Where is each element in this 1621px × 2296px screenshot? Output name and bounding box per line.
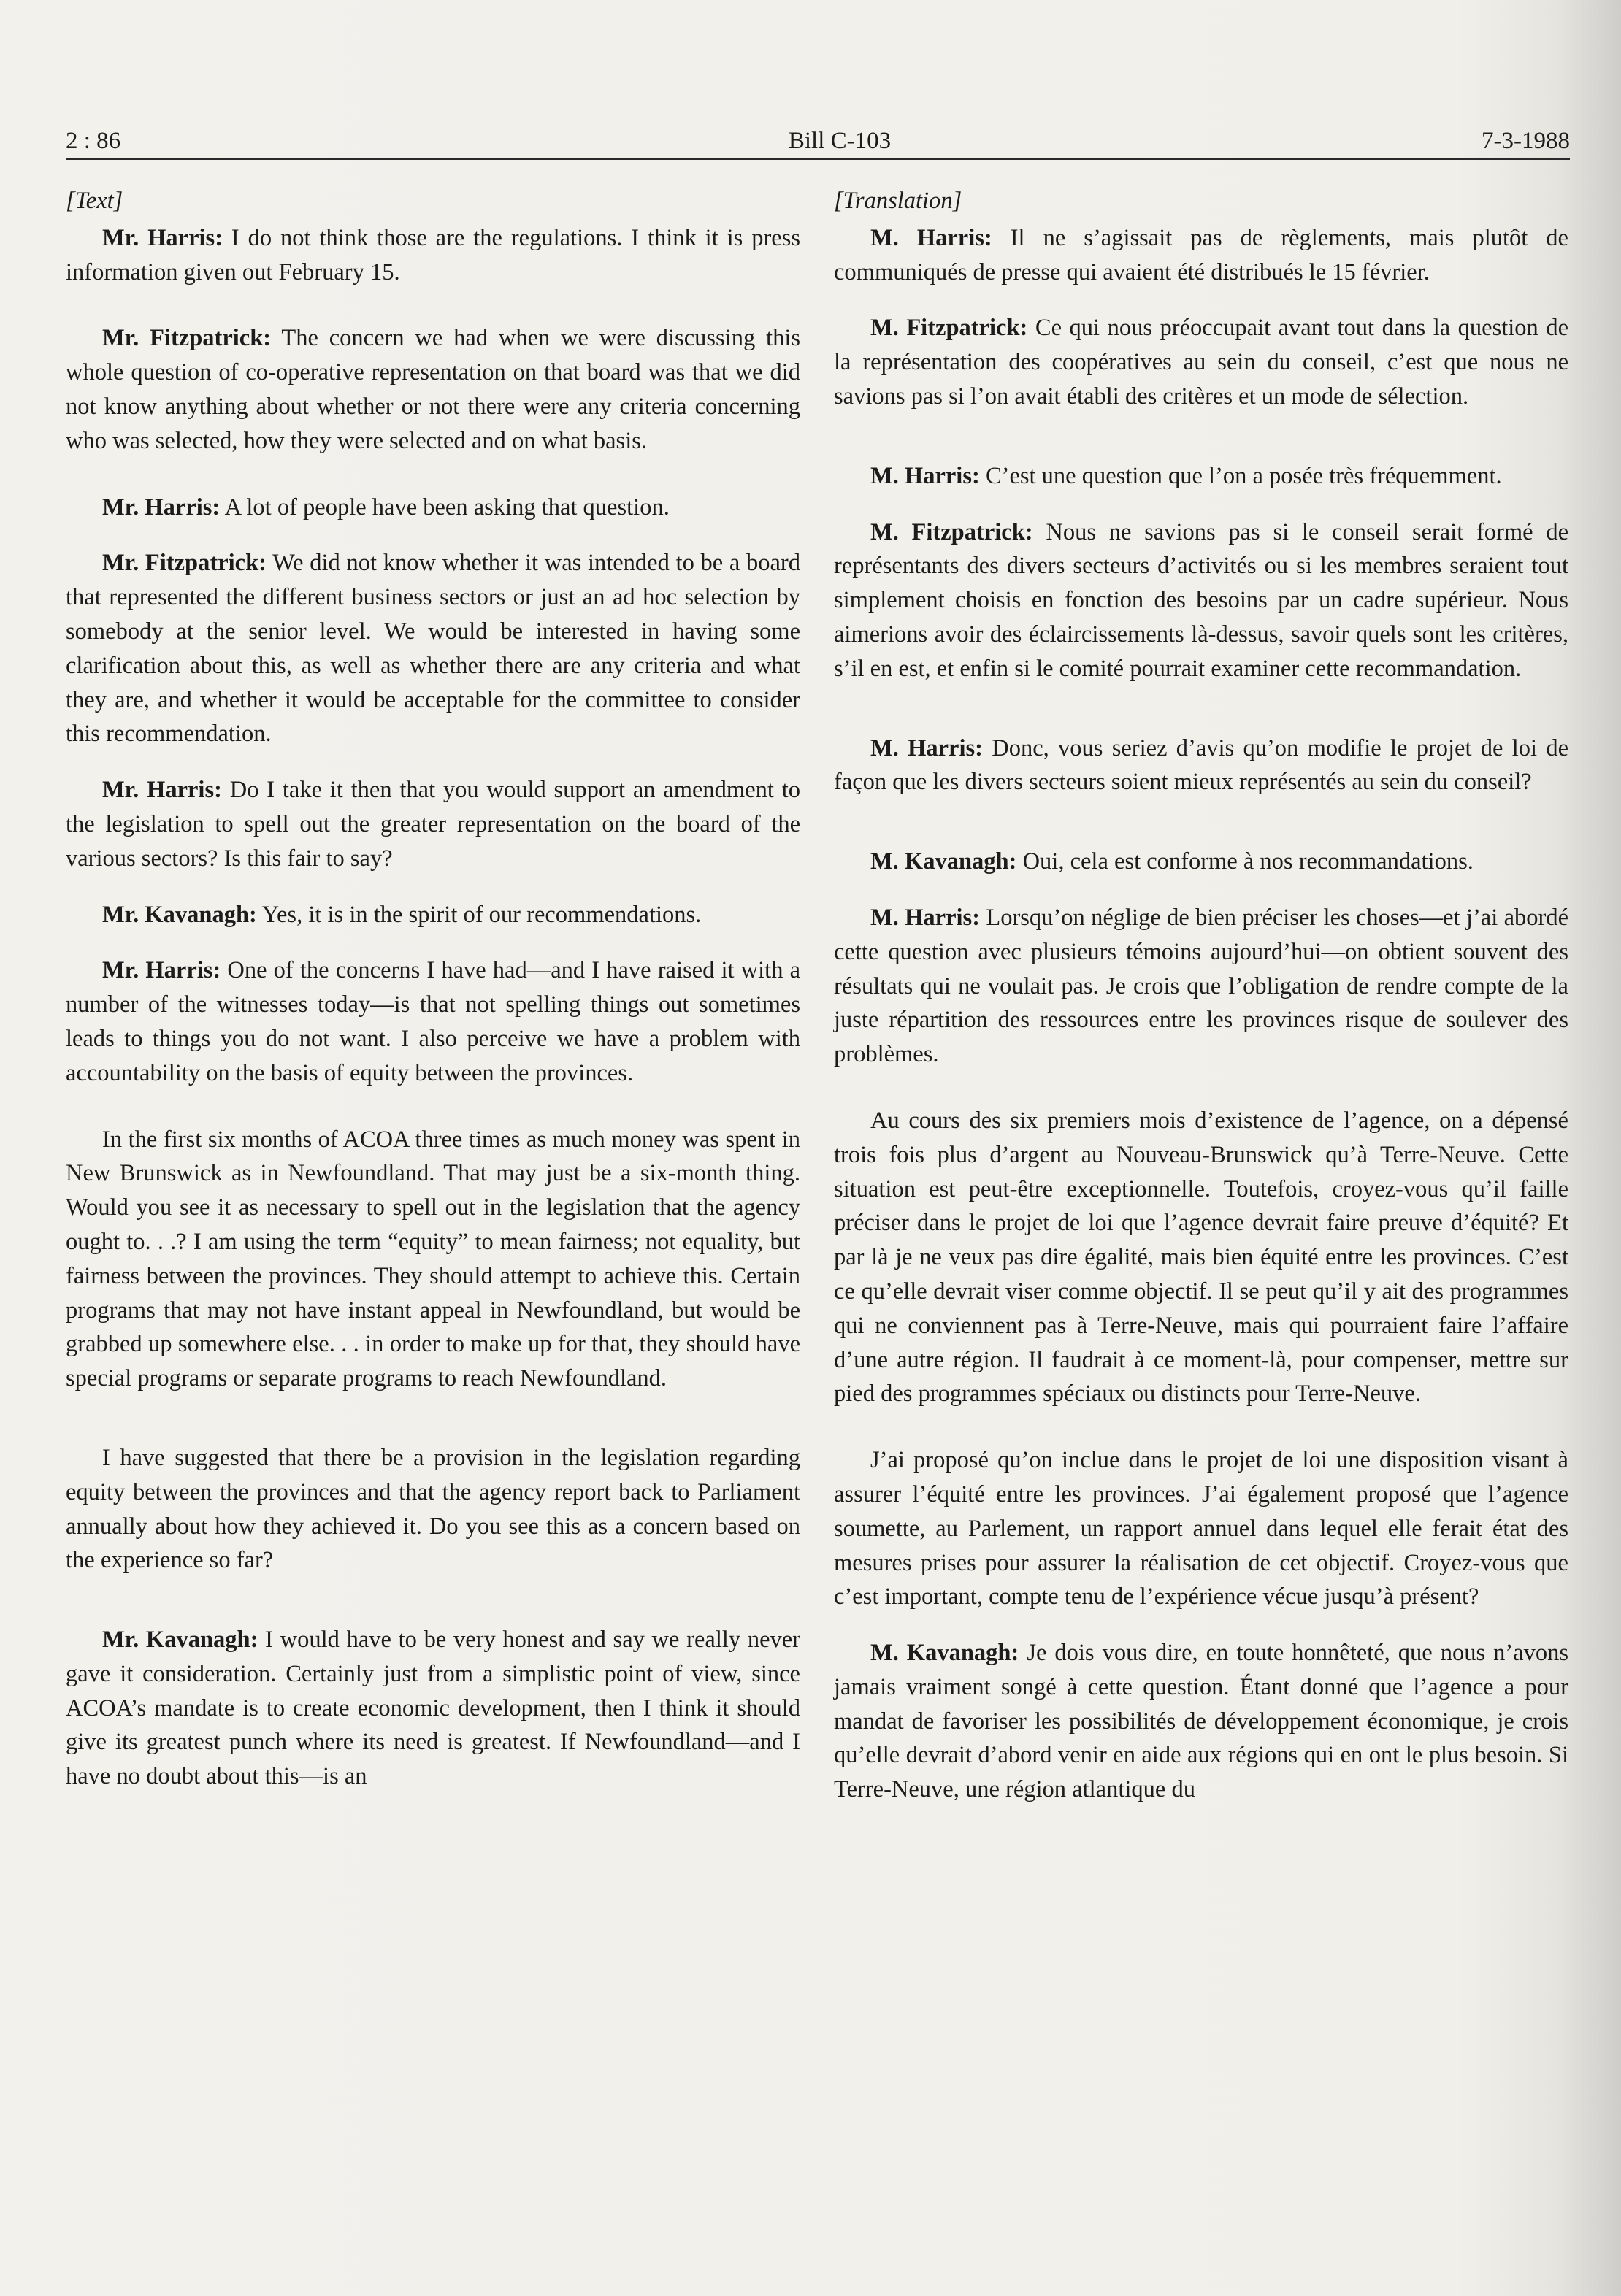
french-paragraph-7 — [834, 901, 1568, 1072]
paragraph-text: I would have to be very honest and say we really never gave it consideration. Certainly just from a simplistic point of view, since ACOA’s mandate is to create economic development, then I think it should give its greatest punch where its need is greatest. If Newfoundland—and I have no doubt about this—is an — [66, 1627, 800, 1790]
paragraph-text: Lorsqu’on néglige de bien préciser les choses—et j’ai abordé cette question avec plusieurs témoins aujourd’hui—on obtient souvent des résultats qui ne voulait pas. Je crois que l’obligation de rendre compte de la juste répartition des ressources entre les provinces risque de soulever des problèmes. — [834, 904, 1568, 1068]
paragraph-text: Yes, it is in the spirit of our recommendations. — [256, 901, 702, 928]
paragraph-text: Oui, cela est conforme à nos recommandations. — [1016, 848, 1474, 875]
speaker-name: Mr. Harris: — [102, 494, 221, 521]
english-paragraph-7 — [66, 953, 800, 1090]
speaker-name: M. Fitzpatrick: — [870, 518, 1033, 545]
speaker-name: M. Fitzpatrick: — [870, 315, 1028, 342]
paragraph-text: Donc, vous seriez d’avis qu’on modifie le projet de loi de façon que les divers secteurs soient mieux représentés au sein du conseil? — [834, 734, 1568, 796]
paragraph-text: The concern we had when we were discussing this whole question of co-operative representation on that board was that we did not know anything about whether or not there were any criteria concerning who was selected, how they were selected and on what basis. — [66, 325, 800, 454]
french-paragraph-10 — [834, 1636, 1568, 1807]
speaker-name: Mr. Kavanagh: — [102, 1627, 258, 1654]
speaker-name: Mr. Kavanagh: — [102, 901, 257, 928]
english-paragraph-6 — [66, 898, 800, 932]
french-paragraph-6 — [834, 845, 1568, 879]
paragraph-text: Au cours des six premiers mois d’existence de l’agence, on a dépensé trois fois plus d’argent au Nouveau-Brunswick qu’à Terre-Neuve. Cette situation est peut-être exceptionnelle. Toutefois, croyez-vous qu’il faille préciser dans le projet de loi que l’agence devrait faire preuve d’équité? Et par là je ne veux pas dire égalité, mais bien équité entre les provinces. C’est ce qu’elle devrait viser comme objectif. Il se peut qu’il y ait des programmes qui ne conviennent pas à Terre-Neuve, mais qui pourraient faire l’affaire d’une autre région. Il faudrait à ce moment-là, pour compenser, mettre sur pied des programmes spéciaux ou distincts pour Terre-Neuve. — [834, 1107, 1568, 1408]
english-paragraph-3 — [66, 491, 800, 525]
page-date: 7-3-1988 — [1482, 128, 1570, 154]
speaker-name: Mr. Harris: — [102, 957, 221, 984]
paragraph-text: Je dois vous dire, en toute honnêteté, que nous n’avons jamais vraiment songé à cette question. Étant donné que l’agence a pour mandat de favoriser les possibilités de développement économique, je crois qu’elle devrait d’abord venir en aide aux régions qui en ont le plus besoin. Si Terre-Neuve, une région atlantique du — [834, 1640, 1568, 1803]
english-paragraph-1 — [66, 221, 800, 290]
header-rule — [66, 158, 1570, 160]
french-paragraph-3 — [834, 459, 1568, 494]
french-paragraph-5 — [834, 732, 1568, 800]
paragraph-text: We did not know whether it was intended to be a board that represented the different business sectors or just an ad hoc selection by somebody at the senior level. We would be interested in having some clarification about this, as well as whether there are any criteria and what they are, and whether it would be acceptable for the committee to consider this recommendation. — [66, 550, 800, 748]
speaker-name: M. Harris: — [870, 224, 992, 251]
paragraph-text: I have suggested that there be a provision in the legislation regarding equity between the provinces and that the agency report back to Parliament annually about how they achieved it. Do you see this as a concern based on the experience so far? — [66, 1444, 800, 1574]
speaker-name: M. Harris: — [870, 734, 983, 761]
speaker-name: Mr. Harris: — [102, 224, 223, 251]
french-column — [834, 184, 1568, 1807]
paragraph-text: In the first six months of ACOA three times as much money was spent in New Brunswick as in Newfoundland. That may just be a six-month thing. Would you see it as necessary to spell out in the legislation that the agency ought to. . .? I am using the term “equity” to mean fairness; not equality, but fairness between the provinces. They should attempt to achieve this. Certain programs that may not have instant appeal in Newfoundland, but would be grabbed up somewhere else. . . in order to make up for that, they should have special programs or separate programs to reach Newfoundland. — [66, 1126, 800, 1392]
english-paragraph-2 — [66, 321, 800, 458]
french-label: [Translation] — [834, 188, 962, 214]
paragraph-text: A lot of people have been asking that question. — [220, 494, 670, 521]
speaker-name: Mr. Fitzpatrick: — [102, 325, 272, 352]
english-paragraph-10 — [66, 1623, 800, 1794]
french-paragraph-9 — [834, 1443, 1568, 1614]
english-paragraph-5 — [66, 773, 800, 875]
paragraph-text: C’est une question que l’on a posée très fréquemment. — [979, 462, 1502, 489]
page-header — [66, 123, 1570, 159]
page-number: 2 : 86 — [66, 128, 121, 154]
french-paragraph-8 — [834, 1104, 1568, 1411]
french-paragraph-1 — [834, 221, 1568, 290]
speaker-name: M. Harris: — [870, 462, 980, 489]
paragraph-text: Il ne s’agissait pas de règlements, mais plutôt de communiqués de presse qui avaient été distribués le 15 février. — [834, 224, 1568, 285]
english-paragraph-9 — [66, 1441, 800, 1578]
french-paragraph-2 — [834, 311, 1568, 413]
english-paragraph-8 — [66, 1123, 800, 1396]
paragraph-text: J’ai proposé qu’on inclue dans le projet de loi une disposition visant à assurer l’équité entre les provinces. J’ai également proposé que l’agence soumette, au Parlement, un rapport annuel dans lequel elle ferait état des mesures prises pour assurer la réalisation de cet objectif. Croyez-vous que c’est important, compte tenu de l’expérience vécue jusqu’à présent? — [834, 1447, 1568, 1610]
english-paragraph-4 — [66, 546, 800, 751]
paragraph-text: Ce qui nous préoccupait avant tout dans la question de la représentation des coopératives au sein du conseil, c’est que nous ne savions pas si l’on avait établi des critères et un mode de sélection. — [834, 315, 1569, 410]
speaker-name: Mr. Fitzpatrick: — [102, 550, 267, 577]
paragraph-text: Do I take it then that you would support an amendment to the legislation to spell out the greater representation on the board of the various sectors? Is this fair to say? — [66, 777, 800, 872]
speaker-name: M. Kavanagh: — [870, 1640, 1019, 1667]
bill-title: Bill C-103 — [788, 128, 892, 154]
english-label: [Text] — [66, 188, 123, 214]
speaker-name: M. Harris: — [870, 904, 981, 931]
paragraph-text: One of the concerns I have had—and I have raised it with a number of the witnesses today—is that not spelling things out sometimes leads to things you do not want. I also perceive we have a problem with accountability on the basis of equity between the provinces. — [66, 957, 800, 1086]
english-column — [66, 184, 800, 1794]
paragraph-text: I do not think those are the regulations. I think it is press information given out February 15. — [66, 224, 801, 285]
speaker-name: M. Kavanagh: — [870, 848, 1017, 875]
speaker-name: Mr. Harris: — [102, 777, 222, 804]
paragraph-text: Nous ne savions pas si le conseil serait formé de représentants des divers secteurs d’activités ou si les membres seraient tout simplement choisis en fonction des besoins par un cadre supérieur. Nous aimerions avoir des éclaircissements là-dessus, savoir quels sont les critères, s’il en est, et enfin si le comité pourrait examiner cette recommandation. — [834, 518, 1568, 682]
french-paragraph-4 — [834, 515, 1568, 686]
